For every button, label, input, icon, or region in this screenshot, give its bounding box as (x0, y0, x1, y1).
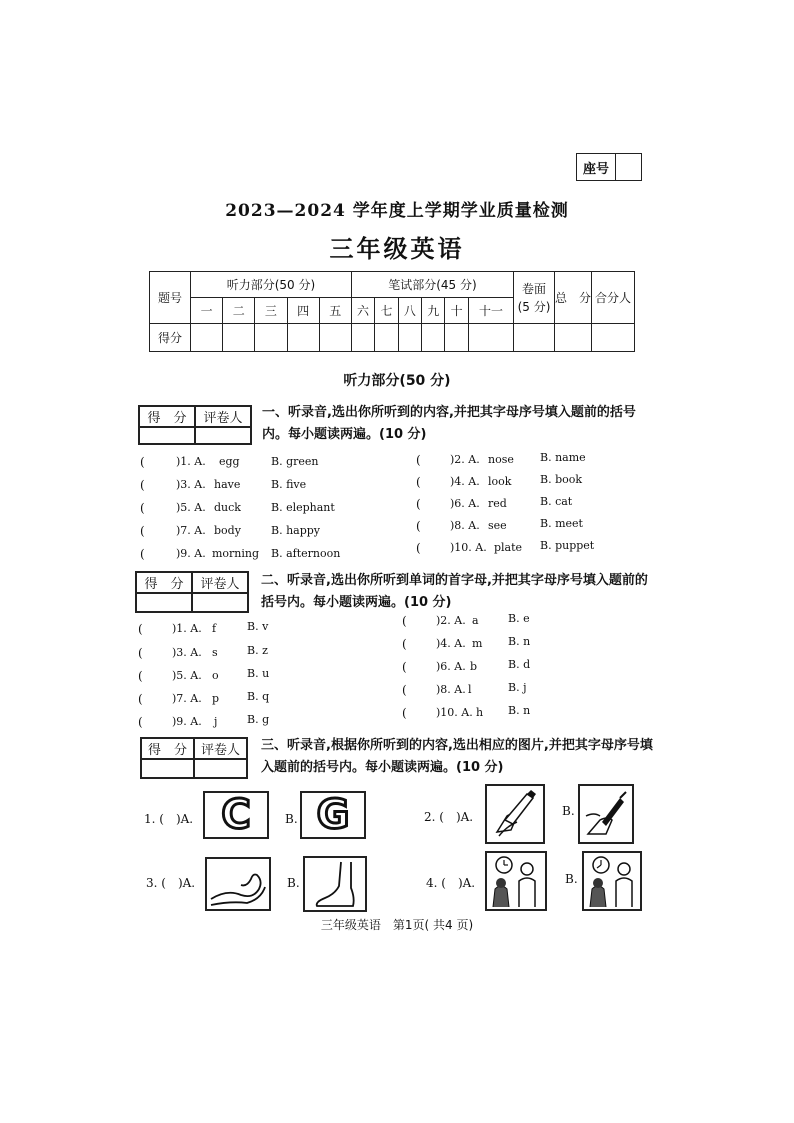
grader-score-label: 得 分 (136, 572, 192, 593)
pen-picture[interactable] (578, 784, 634, 844)
question-number: )2. A. (450, 453, 480, 466)
arm-picture[interactable] (205, 857, 271, 911)
col-number: 十 (445, 298, 468, 324)
question-2-label[interactable]: 2. ( )A. (424, 810, 474, 824)
score-cell[interactable] (287, 324, 319, 352)
question-number: )6. A. (436, 660, 466, 673)
grader-person-label: 评卷人 (195, 406, 251, 427)
grader-person-blank[interactable] (192, 593, 248, 612)
foot-picture[interactable] (303, 856, 367, 912)
answer-paren[interactable]: ( (402, 614, 407, 628)
answer-paren[interactable]: ( (138, 669, 143, 683)
question-4-label[interactable]: 4. ( )A. (426, 876, 476, 890)
option-a: egg (219, 455, 240, 468)
question-number: )9. A. (176, 547, 206, 560)
letter-g-picture[interactable] (300, 791, 366, 839)
question-number: )4. A. (450, 475, 480, 488)
option-a: have (214, 478, 241, 491)
option-a: red (488, 497, 507, 510)
answer-paren[interactable]: ( (416, 475, 421, 489)
question-number: )8. A. (436, 683, 466, 696)
option-b: B. n (508, 635, 531, 648)
grader-person-blank[interactable] (194, 759, 247, 778)
teacher-clock-picture-a[interactable] (485, 851, 547, 911)
score-cell[interactable] (375, 324, 398, 352)
page-footer: 三年级英语 第1页( 共4 页) (320, 918, 474, 932)
answer-paren[interactable]: ( (138, 692, 143, 706)
arm-icon (207, 859, 269, 909)
option-b: B. j (508, 681, 527, 694)
question-number: )5. A. (172, 669, 202, 682)
answer-paren[interactable]: ( (140, 478, 145, 492)
score-cell[interactable] (351, 324, 374, 352)
option-b: B. e (508, 612, 530, 625)
writing-header: 笔试部分(45 分) (351, 272, 513, 298)
question-number: )8. A. (450, 519, 480, 532)
option-a: h (476, 706, 484, 719)
option-b: B. green (271, 455, 319, 468)
grader-person-blank[interactable] (195, 427, 251, 444)
exam-subject: 三年级英语 (329, 235, 465, 263)
question-3-label[interactable]: 3. ( )A. (146, 876, 196, 890)
col-number: 三 (255, 298, 287, 324)
option-a: nose (488, 453, 514, 466)
option-b: B. z (247, 644, 268, 657)
pencil-icon (487, 786, 543, 842)
answer-paren[interactable]: ( (140, 524, 145, 538)
option-a: l (468, 683, 472, 696)
answer-paren[interactable]: ( (140, 455, 145, 469)
col-number: 一 (191, 298, 223, 324)
score-cell[interactable] (445, 324, 468, 352)
option-b-label: B. (562, 804, 575, 818)
answer-paren[interactable]: ( (402, 637, 407, 651)
defen-label: 得分 (150, 324, 191, 352)
col-number: 九 (422, 298, 445, 324)
option-b: B. five (271, 478, 307, 491)
answer-paren[interactable]: ( (416, 519, 421, 533)
option-b: B. puppet (540, 539, 595, 552)
grader-score-blank[interactable] (141, 759, 194, 778)
answer-paren[interactable]: ( (416, 453, 421, 467)
part3-instruction: 三、听录音,根据你所听到的内容,选出相应的图片,并把其字母序号填入题前的括号内。每小题读两遍。(10 分) (261, 738, 653, 775)
teacher-clock-icon (584, 853, 640, 909)
option-b: B. afternoon (271, 547, 341, 560)
grader-person-label: 评卷人 (194, 738, 247, 759)
question-number: )10. A. (450, 541, 487, 554)
option-a: a (472, 614, 479, 627)
grader-score-blank[interactable] (139, 427, 195, 444)
col-number: 六 (351, 298, 374, 324)
score-cell[interactable] (422, 324, 445, 352)
part1-instruction: 一、听录音,选出你所听到的内容,并把其字母序号填入题前的括号内。每小题读两遍。(10 分) (262, 405, 636, 442)
listening-header: 听力部分(50 分) (191, 272, 352, 298)
tihao-header: 题号 (150, 272, 191, 324)
option-a: j (214, 715, 218, 728)
total-header: 总 分 (555, 272, 592, 324)
option-a: s (212, 646, 218, 659)
letter-c-glyph: C (221, 792, 251, 838)
question-1-label[interactable]: 1. ( )A. (144, 812, 194, 826)
score-cell[interactable] (191, 324, 223, 352)
grader-box-2 (135, 571, 249, 613)
answer-paren[interactable]: ( (140, 501, 145, 515)
option-a: m (472, 637, 483, 650)
option-a: look (488, 475, 512, 488)
score-cell[interactable] (398, 324, 421, 352)
seat-number-box (576, 153, 642, 181)
teacher-clock-icon (487, 853, 545, 909)
option-b: B. q (247, 690, 270, 703)
answer-paren[interactable]: ( (138, 715, 143, 729)
answer-paren[interactable]: ( (140, 547, 145, 561)
option-b: B. n (508, 704, 531, 717)
answer-paren[interactable]: ( (402, 706, 407, 720)
question-number: )1. A. (176, 455, 206, 468)
answer-paren[interactable]: ( (138, 622, 143, 636)
question-number: )10. A. (436, 706, 473, 719)
question-number: )6. A. (450, 497, 480, 510)
seat-number-label: 座号 (577, 154, 616, 180)
question-number: )3. A. (172, 646, 202, 659)
col-number: 八 (398, 298, 421, 324)
letter-g-glyph: G (316, 792, 350, 838)
score-table (149, 271, 635, 352)
option-b: B. d (508, 658, 531, 671)
option-a: plate (494, 541, 523, 554)
juanmian-header: 卷面 (5 分) (514, 272, 555, 324)
option-b: B. meet (540, 517, 583, 530)
col-number: 四 (287, 298, 319, 324)
score-cell[interactable] (319, 324, 351, 352)
exam-title: 2023—2024 学年度上学期学业质量检测 (225, 201, 569, 221)
option-b: B. cat (540, 495, 573, 508)
grader-box-3 (140, 737, 248, 779)
answer-paren[interactable]: ( (402, 683, 407, 697)
question-number: )2. A. (436, 614, 466, 627)
score-cell[interactable] (223, 324, 255, 352)
score-cell[interactable] (255, 324, 287, 352)
option-a: see (488, 519, 507, 532)
grader-score-label: 得 分 (139, 406, 195, 427)
option-b: B. happy (271, 524, 321, 537)
option-b: B. name (540, 451, 586, 464)
checker-header: 合分人 (592, 272, 635, 324)
option-b: B. v (247, 620, 269, 633)
option-a: o (212, 669, 219, 682)
question-number: )3. A. (176, 478, 206, 491)
teacher-clock-picture-b[interactable] (582, 851, 642, 911)
option-b: B. elephant (271, 501, 335, 514)
question-number: )7. A. (172, 692, 202, 705)
score-cell[interactable] (514, 324, 555, 352)
letter-c-picture[interactable] (203, 791, 269, 839)
score-cell[interactable] (468, 324, 513, 352)
pen-icon (580, 786, 632, 842)
option-a: p (212, 692, 220, 705)
answer-paren[interactable]: ( (138, 646, 143, 660)
option-b-label: B. (565, 872, 578, 886)
pencil-picture[interactable] (485, 784, 545, 844)
answer-paren[interactable]: ( (402, 660, 407, 674)
foot-icon (305, 858, 365, 910)
col-number: 十一 (468, 298, 513, 324)
score-cell[interactable] (555, 324, 592, 352)
answer-paren[interactable]: ( (416, 497, 421, 511)
option-b-label: B. (285, 812, 298, 826)
col-number: 五 (319, 298, 351, 324)
score-cell[interactable] (592, 324, 635, 352)
option-a: duck (214, 501, 241, 514)
grader-score-label: 得 分 (141, 738, 194, 759)
question-number: )1. A. (172, 622, 202, 635)
grader-score-blank[interactable] (136, 593, 192, 612)
option-b: B. book (540, 473, 583, 486)
col-number: 七 (375, 298, 398, 324)
col-number: 二 (223, 298, 255, 324)
option-b-label: B. (287, 876, 300, 890)
option-a: morning (212, 547, 260, 560)
option-b: B. g (247, 713, 270, 726)
option-a: f (212, 622, 217, 635)
option-a: b (470, 660, 478, 673)
question-number: )9. A. (172, 715, 202, 728)
seat-number-blank[interactable] (616, 154, 641, 180)
option-a: body (214, 524, 241, 537)
answer-paren[interactable]: ( (416, 541, 421, 555)
question-number: )7. A. (176, 524, 206, 537)
grader-box-1 (138, 405, 252, 445)
option-b: B. u (247, 667, 270, 680)
part2-instruction: 二、听录音,选出你所听到单词的首字母,并把其字母序号填入题前的括号内。每小题读两遍。(10 分) (261, 573, 648, 610)
question-number: )5. A. (176, 501, 206, 514)
grader-person-label: 评卷人 (192, 572, 248, 593)
question-number: )4. A. (436, 637, 466, 650)
listening-section-title: 听力部分(50 分) (343, 373, 451, 389)
